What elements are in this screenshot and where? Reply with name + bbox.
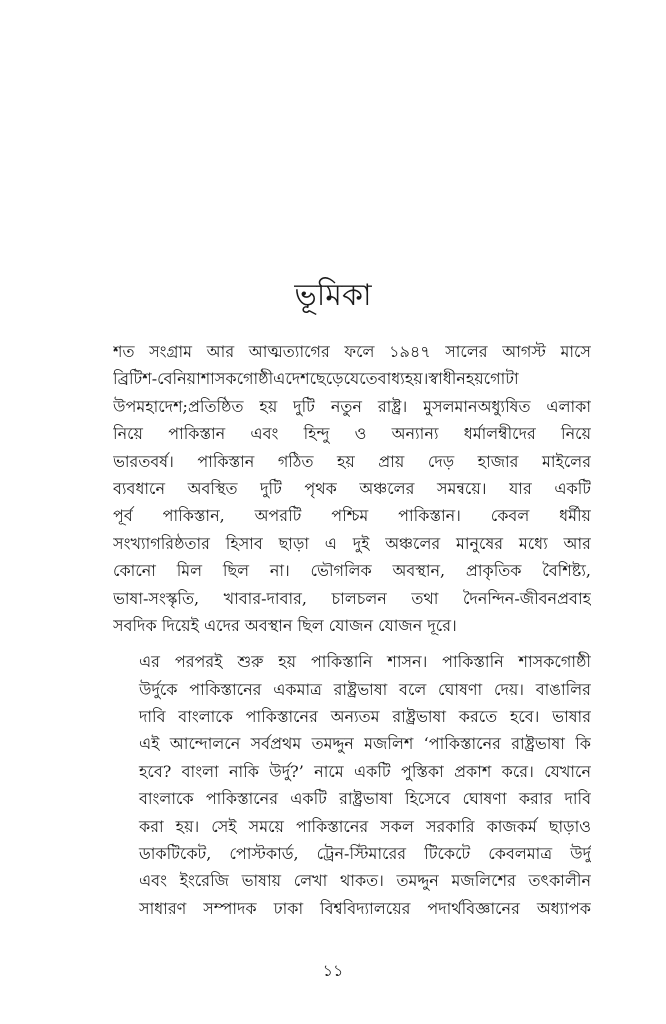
text-line: ভারতবর্ষ। পাকিস্তান গঠিত হয় প্রায় দেড় হাজার মাইলের [113, 451, 591, 471]
text-line: এর পরপরই শুরু হয় পাকিস্তানি শাসন। পাকিস্তানি শাসকগোষ্ঠী [139, 652, 591, 672]
paragraph-2 [113, 648, 591, 922]
text-line: এবং ইংরেজি ভাষায় লেখা থাকত। তমদ্দুন মজলিশের তৎকালীন [139, 871, 591, 891]
text-line: শত সংগ্রাম আর আত্মত্যাগের ফলে ১৯৪৭ সালের আগস্ট মাসে [113, 342, 591, 361]
text-line: কোনো মিল ছিল না। ভৌগলিক অবস্থান, প্রাকৃতিক বৈশিষ্ট্য, [113, 561, 591, 581]
paragraph-1 [113, 338, 591, 639]
text-line: হবে? বাংলা নাকি উর্দু?’ নামে একটি পুস্তিকা প্রকাশ করে। যেখানে [139, 761, 591, 781]
text-line: ডাকটিকেট, পোস্টকার্ড, ট্রেন-স্টিমারের টিকেটে কেবলমাত্র উর্দু [139, 844, 591, 864]
text-line: ভাষা-সংস্কৃতি, খাবার-দাবার, চালচলন তথা দৈনন্দিন-জীবনপ্রবাহ [113, 588, 591, 608]
text-line: বাংলাকে পাকিস্তানের একটি রাষ্ট্রভাষা হিসেবে ঘোষণা করার দাবি [139, 789, 591, 809]
text-line: ব্যবধানে অবস্থিত দুটি পৃথক অঞ্চলের সমন্বয়ে। যার একটি [113, 478, 591, 498]
text-line: সংখ্যাগরিষ্ঠতার হিসাব ছাড়া এ দুই অঞ্চলের মানুষের মধ্যে আর [113, 533, 591, 553]
text-line: সাধারণ সম্পাদক ঢাকা বিশ্ববিদ্যালয়ের পদার্থবিজ্ঞানের অধ্যাপক [139, 898, 591, 918]
text-line: এই আন্দোলনে সর্বপ্রথম তমদ্দুন মজলিশ ‘পাকিস্তানের রাষ্ট্রভাষা কি [139, 734, 591, 754]
chapter-title: ভূমিকা [294, 278, 372, 313]
body-text [113, 338, 591, 931]
text-line: উপমহাদেশ;প্রতিষ্ঠিত হয় দুটি নতুন রাষ্ট্র। মুসলমানঅধ্যুষিত এলাকা [113, 396, 591, 416]
text-line: পূর্ব পাকিস্তান, অপরটি পশ্চিম পাকিস্তান। কেবল ধর্মীয় [113, 506, 591, 526]
text-line: নিয়ে পাকিস্তান এবং হিন্দু ও অন্যান্য ধর্মালম্বীদের নিয়ে [113, 424, 591, 444]
text-line: দাবি বাংলাকে পাকিস্তানের অন্যতম রাষ্ট্রভাষা করতে হবে। ভাষার [139, 707, 591, 727]
text-line: ব্রিটিশ-বেনিয়াশাসকগোষ্ঠীএদেশছেড়েযেতেবাধ্যহয়।স্বাধীনহয়গোটা [113, 369, 519, 389]
text-line: সবদিক দিয়েই এদের অবস্থান ছিল যোজন যোজন দূরে। [113, 615, 457, 635]
page-number: ১১ [322, 961, 344, 980]
text-line: উর্দুকে পাকিস্তানের একমাত্র রাষ্ট্রভাষা বলে ঘোষণা দেয়। বাঙালির [139, 679, 591, 699]
text-line: করা হয়। সেই সময়ে পাকিস্তানের সকল সরকারি কাজকর্ম ছাড়াও [139, 816, 591, 836]
